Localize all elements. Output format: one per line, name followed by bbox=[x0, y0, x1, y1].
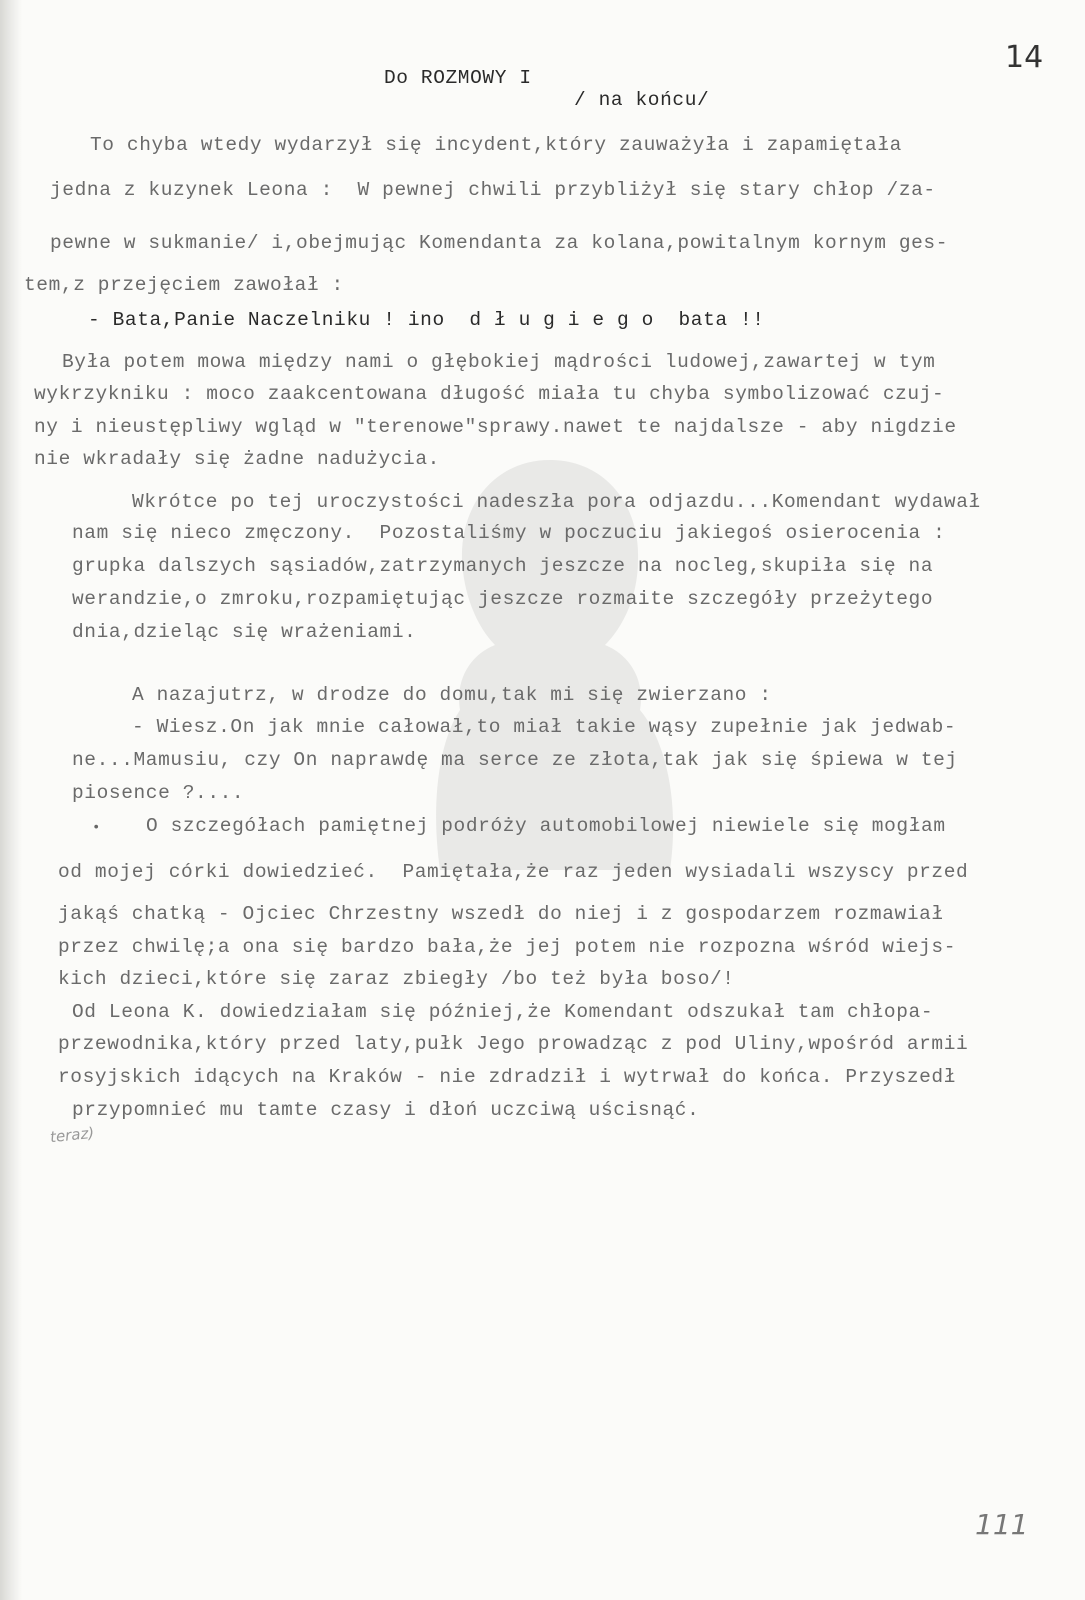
text-line-8: ny i nieustępliwy wgląd w "terenowe"sprawy.nawet te najdalsze - aby nigdzie bbox=[34, 416, 957, 438]
text-line-7: wykrzykniku : moco zaakcentowana długość miała tu chyba symbolizować czuj- bbox=[34, 383, 945, 405]
text-line-21: jakąś chatką - Ojciec Chrzestny wszedł do niej i z gospodarzem rozmawiał bbox=[58, 903, 944, 925]
text-line-20: od mojej córki dowiedzieć. Pamiętała,że raz jeden wysiadali wszyscy przed bbox=[58, 861, 969, 883]
text-line-16: - Wiesz.On jak mnie całował,to miał takie wąsy zupełnie jak jedwab- bbox=[132, 716, 957, 738]
bullet-dot: • bbox=[92, 820, 101, 836]
text-line-2: jedna z kuzynek Leona : W pewnej chwili przybliżył się stary chłop /za- bbox=[50, 179, 936, 201]
text-line-14: dnia,dzieląc się wrażeniami. bbox=[72, 621, 417, 643]
text-line-6: Była potem mowa między nami o głębokiej mądrości ludowej,zawartej w tym bbox=[62, 351, 936, 373]
text-line-9: nie wkradały się żadne nadużycia. bbox=[34, 448, 440, 470]
text-line-11: nam się nieco zmęczony. Pozostaliśmy w poczuciu jakiegoś osierocenia : bbox=[72, 522, 946, 544]
text-line-4: tem,z przejęciem zawołał : bbox=[24, 274, 344, 296]
scan-edge-shadow bbox=[0, 0, 22, 1600]
text-line-19: O szczegółach pamiętnej podróży automobilowej niewiele się mogłam bbox=[146, 815, 946, 837]
text-line-22: przez chwilę;a ona się bardzo bała,że jej potem nie rozpozna wśród wiejs- bbox=[58, 936, 957, 958]
margin-note: teraz) bbox=[49, 1123, 96, 1147]
text-line-26: rosyjskich idących na Kraków - nie zdradził i wytrwał do końca. Przyszedł bbox=[58, 1066, 957, 1088]
text-line-13: werandzie,o zmroku,rozpamiętując jeszcze rozmaite szczegóły przeżytego bbox=[72, 588, 934, 610]
subheading: / na końcu/ bbox=[574, 89, 710, 111]
text-line-12: grupka dalszych sąsiadów,zatrzymanych jeszcze na nocleg,skupiła się na bbox=[72, 555, 934, 577]
text-line-5: - Bata,Panie Naczelniku ! ino d ł u g i e g o bata !! bbox=[88, 309, 765, 331]
text-line-18: piosence ?.... bbox=[72, 782, 245, 804]
text-line-10: Wkrótce po tej uroczystości nadeszła pora odjazdu...Komendant wydawał bbox=[132, 491, 981, 513]
archive-number: 111 bbox=[975, 1508, 1029, 1541]
text-line-24: Od Leona K. dowiedziałam się później,że Komendant odszukał tam chłopa- bbox=[72, 1001, 934, 1023]
text-line-15: A nazajutrz, w drodze do domu,tak mi się zwierzano : bbox=[132, 684, 772, 706]
text-line-3: pewne w sukmanie/ i,obejmując Komendanta za kolana,powitalnym kornym ges- bbox=[50, 232, 949, 254]
heading: Do ROZMOWY I bbox=[384, 67, 532, 89]
text-line-25: przewodnika,który przed laty,pułk Jego prowadząc z pod Uliny,wpośród armii bbox=[58, 1033, 969, 1055]
text-line-17: ne...Mamusiu, czy On naprawdę ma serce ze złota,tak jak się śpiewa w tej bbox=[72, 749, 958, 771]
text-line-23: kich dzieci,które się zaraz zbiegły /bo też była boso/! bbox=[58, 968, 735, 990]
text-line-27: przypomnieć mu tamte czasy i dłoń uczciwą uścisnąć. bbox=[72, 1099, 700, 1121]
page-number: 14 bbox=[1005, 40, 1044, 75]
text-line-1: To chyba wtedy wydarzył się incydent,który zauważyła i zapamiętała bbox=[90, 134, 902, 156]
